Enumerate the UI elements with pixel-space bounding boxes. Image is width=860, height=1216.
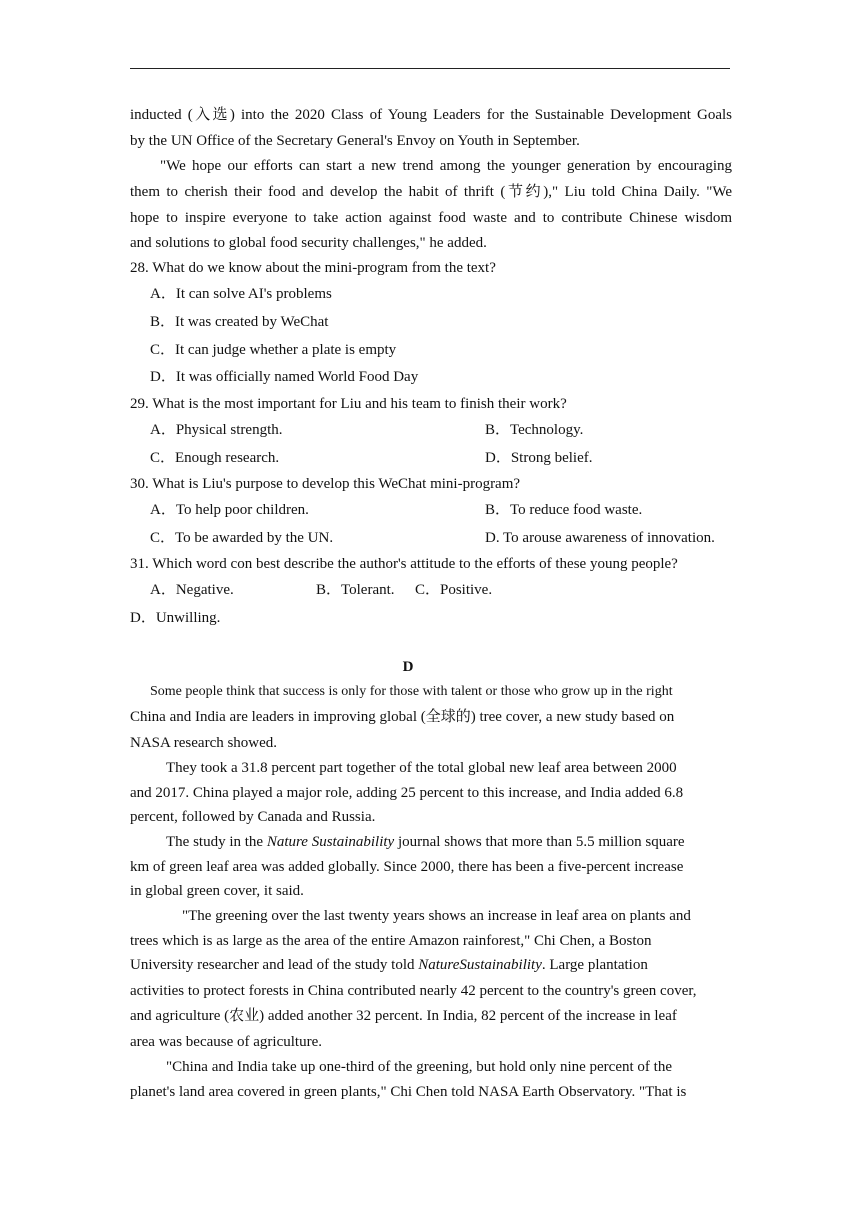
text-span: journal shows that more than 5.5 million square (394, 834, 685, 850)
text-line: activities to protect forests in China contributed nearly 42 percent to the country's green cover, (130, 983, 697, 999)
text-line: inducted (入选) into the 2020 Class of Young Leaders for the Sustainable Development Goals (130, 107, 732, 123)
text-span: . Large plantation (541, 957, 648, 973)
journal-name: NatureSustainability (418, 957, 542, 973)
text-line: China and India are leaders in improving global (全球的) tree cover, a new study based on (130, 709, 675, 725)
option-a[interactable]: A．Physical strength. (150, 422, 283, 438)
option-b[interactable]: B．Technology. (485, 422, 584, 438)
text-line: by the UN Office of the Secretary General's Envoy on Youth in September. (130, 133, 580, 149)
option-b[interactable]: B．It was created by WeChat (150, 314, 329, 330)
text-line: and agriculture (农业) added another 32 percent. In India, 82 percent of the increase in leaf (130, 1008, 677, 1024)
text-span: The study in the (166, 834, 267, 850)
text-line: area was because of agriculture. (130, 1034, 322, 1050)
text-line: They took a 31.8 percent part together of the total global new leaf area between 2000 (166, 760, 677, 776)
text-line: Some people think that success is only for those with talent or those who grow up in the right (150, 684, 673, 699)
journal-name: Nature Sustainability (266, 834, 395, 850)
option-a[interactable]: A．It can solve AI's problems (150, 286, 332, 302)
header-rule (130, 68, 730, 69)
option-c[interactable]: C．It can judge whether a plate is empty (150, 342, 397, 358)
option-c[interactable]: C．To be awarded by the UN. (150, 530, 334, 546)
text-line (166, 832, 685, 852)
text-line: "China and India take up one-third of the greening, but hold only nine percent of the (166, 1059, 672, 1075)
option-d[interactable]: D. To arouse awareness of innovation. (485, 530, 715, 546)
text-line: km of green leaf area was added globally. Since 2000, there has been a five-percent increase (130, 859, 684, 875)
text-line: and 2017. China played a major role, adding 25 percent to this increase, and India added 6.8 (130, 785, 684, 801)
option-a[interactable]: A．Negative. (150, 582, 234, 598)
text-line: "We hope our efforts can start a new trend among the younger generation by encouraging (160, 158, 732, 174)
question-stem: 28. What do we know about the mini-program from the text? (130, 260, 496, 276)
text-line: trees which is as large as the area of the entire Amazon rainforest," Chi Chen, a Boston (130, 933, 652, 949)
option-d[interactable]: D．Unwilling. (130, 610, 221, 626)
text-line: "The greening over the last twenty years shows an increase in leaf area on plants and (182, 908, 691, 924)
option-c[interactable]: C．Enough research. (150, 450, 280, 466)
section-heading: D (402, 659, 414, 675)
text-line: in global green cover, it said. (130, 883, 304, 899)
text-line: them to cherish their food and develop the habit of thrift (节约)," Liu told China Daily. "We (130, 184, 732, 200)
text-line: NASA research showed. (130, 735, 278, 751)
option-b[interactable]: B．Tolerant. (316, 582, 395, 598)
option-a[interactable]: A．To help poor children. (150, 502, 309, 518)
text-line: and solutions to global food security challenges," he added. (130, 235, 487, 251)
question-stem: 30. What is Liu's purpose to develop this WeChat mini-program? (130, 476, 521, 492)
text-line (130, 955, 648, 975)
question-stem: 31. Which word con best describe the author's attitude to the efforts of these young people? (130, 556, 678, 572)
text-span: University researcher and lead of the study told (130, 957, 419, 973)
option-d[interactable]: D．It was officially named World Food Day (150, 369, 419, 385)
question-stem: 29. What is the most important for Liu and his team to finish their work? (130, 396, 567, 412)
option-b[interactable]: B．To reduce food waste. (485, 502, 643, 518)
text-line: percent, followed by Canada and Russia. (130, 809, 376, 825)
text-line: planet's land area covered in green plants," Chi Chen told NASA Earth Observatory. "That is (130, 1084, 687, 1100)
text-line: hope to inspire everyone to take action against food waste and to contribute Chinese wisdom (130, 210, 732, 226)
option-c[interactable]: C．Positive. (415, 582, 493, 598)
option-d[interactable]: D．Strong belief. (485, 450, 593, 466)
